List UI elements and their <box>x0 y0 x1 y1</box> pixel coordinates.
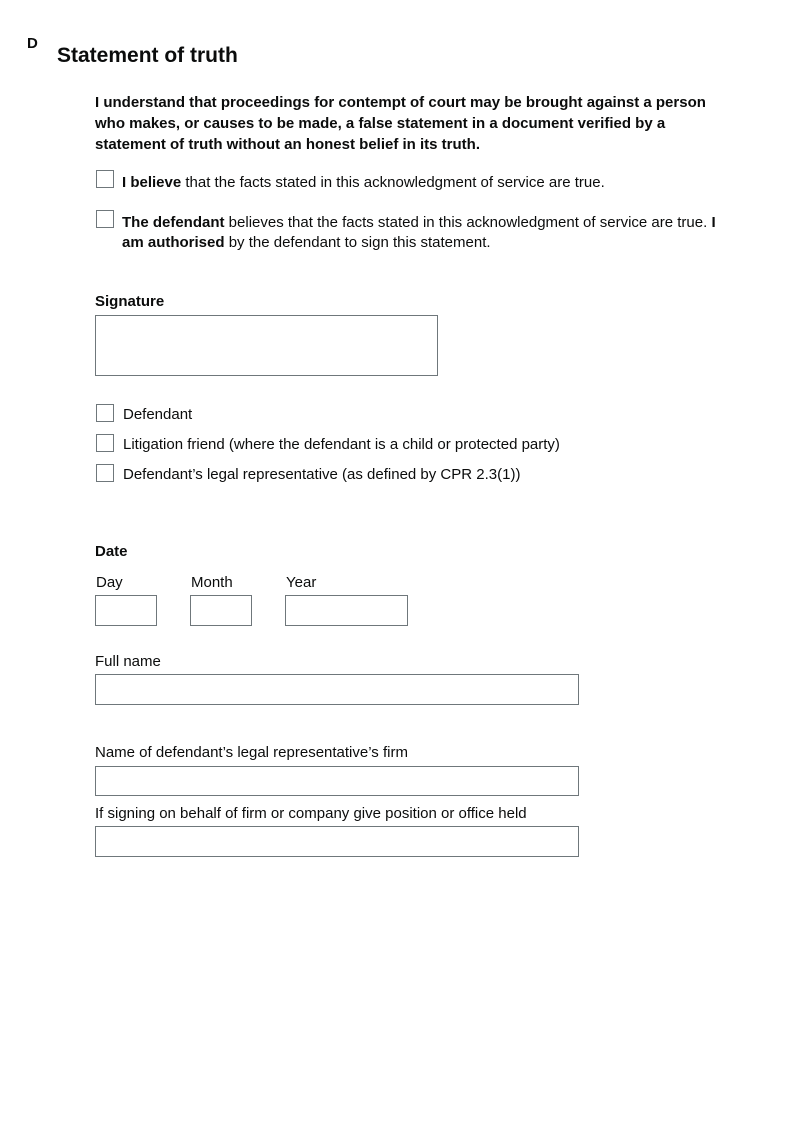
full-name-label: Full name <box>95 653 161 670</box>
year-input[interactable] <box>285 595 408 626</box>
year-label: Year <box>286 574 317 591</box>
role-defendant-label: Defendant <box>123 406 193 423</box>
authorised-bold: I am authorised <box>122 214 716 251</box>
believe-statement <box>122 173 732 193</box>
defendant-believes-statement <box>122 213 732 253</box>
role-defendant-checkbox[interactable] <box>96 404 114 422</box>
position-input[interactable] <box>95 826 579 857</box>
role-litigation-friend-label: Litigation friend (where the defendant is a child or protected party) <box>123 436 560 453</box>
role-litigation-friend-checkbox[interactable] <box>96 434 114 452</box>
date-label: Date <box>95 543 128 560</box>
believe-checkbox[interactable] <box>96 170 114 188</box>
statement-intro: I understand that proceedings for contempt of court may be brought against a person who makes, or causes to be made, a false statement in a document verified by a statement of truth without an honest belief in its truth. <box>95 94 706 153</box>
firm-name-input[interactable] <box>95 766 579 796</box>
believe-text: that the facts stated in this acknowledgment of service are true. <box>181 174 605 191</box>
section-letter: D <box>27 35 38 52</box>
role-legal-rep-checkbox[interactable] <box>96 464 114 482</box>
believe-bold: I believe <box>122 174 182 191</box>
day-label: Day <box>96 574 123 591</box>
month-input[interactable] <box>190 595 252 626</box>
signature-box[interactable] <box>95 315 438 376</box>
position-label: If signing on behalf of firm or company give position or office held <box>95 805 527 822</box>
defendant-bold: The defendant <box>122 214 225 231</box>
defendant-believes-text: believes that the facts stated in this acknowledgment of service are true. <box>224 214 712 231</box>
defendant-believes-checkbox[interactable] <box>96 210 114 228</box>
full-name-input[interactable] <box>95 674 579 705</box>
section-title: Statement of truth <box>57 44 238 67</box>
firm-name-label: Name of defendant’s legal representative’s firm <box>95 744 408 761</box>
role-legal-rep-label: Defendant’s legal representative (as defined by CPR 2.3(1)) <box>123 466 521 483</box>
day-input[interactable] <box>95 595 157 626</box>
authorised-text: by the defendant to sign this statement. <box>224 234 491 251</box>
signature-label: Signature <box>95 293 165 310</box>
month-label: Month <box>191 574 233 591</box>
